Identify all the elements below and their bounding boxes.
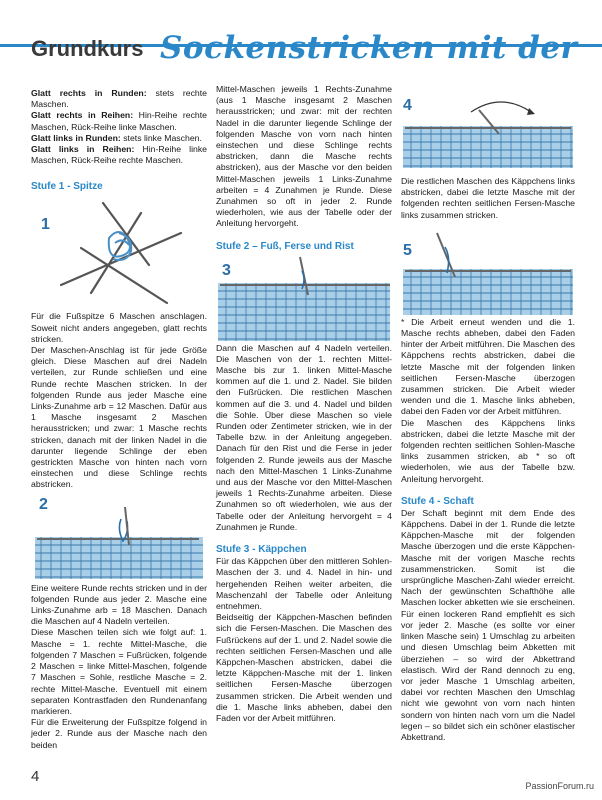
definition-term: Glatt links in Reihen: <box>31 144 135 155</box>
paragraph: Mittel-Maschen jeweils 1 Rechts-Zunahme (aus 1 Masche insgesamt 2 Maschen herausstricken; und zwar: mit der rechten Nadel in die darunter liegende Schlinge der folgenden Masche von vorn nach hinten einstechen und diese Schlinge rechts abstricken, dann die Masche rechts abstricken), aus der Masche vor den beiden Mittel-Maschen jeweils 1 Links-Zunahme arbeiten = 4 Zunahmen je Runde. Diese Zunahmen so oft in jeder 2. Runde wiederholen, wie aus der Tabelle oder der Anleitung hervorgeht. <box>216 84 392 229</box>
watermark: PassionForum.ru <box>525 781 594 791</box>
page-number: 4 <box>31 768 40 785</box>
stufe1-heading: Stufe 1 - Spitze <box>31 181 103 193</box>
column-3 <box>401 98 575 743</box>
page-title: Sockenstricken mit der <box>160 30 578 66</box>
definition <box>31 144 207 166</box>
knitting-stitches-illustration <box>216 255 392 343</box>
definition <box>31 88 207 110</box>
paragraph: Die Maschen des Käppchens links abstricken, dabei die letzte Masche mit der folgenden rechten seitlichen Sohlen-Masche links zusammen stricken, ab * so oft wiederholen, wie aus der Tabelle bzw. Anleitung hervorgeht. <box>401 417 575 484</box>
figure-1 <box>31 193 207 311</box>
column-1 <box>31 88 207 751</box>
knitting-stitches-illustration <box>401 227 575 317</box>
paragraph: * Die Arbeit erneut wenden und die 1. Masche rechts abheben, dabei den Faden hinter der Arbeit mitführen. Die Maschen des Käppchens rechts abstricken, dabei die letzte Masche mit der folgenden linken seitlichen Fersen-Masche überzogen zusammen stricken. Die Arbeit wieder wenden und die 1. Masche links abheben, dabei den Faden vor der Arbeit mitführen. <box>401 316 575 417</box>
definition-term: Glatt rechts in Runden: <box>31 88 147 98</box>
paragraph: Für die Fußspitze 6 Maschen anschlagen. Soweit nicht anders angegeben, glatt rechts stricken. <box>31 311 207 344</box>
figure-number: 3 <box>222 261 231 279</box>
figure-4 <box>401 98 575 170</box>
paragraph: Beidseitig der Käppchen-Maschen befinden sich die Fersen-Maschen. Die Maschen des Fußrückens auf der 1. und 2. Nadel sowie die rechten seitlichen Fersen-Maschen und alle Käppchen-Maschen abstricken, dabei die letzte Käppchen-Masche mit der 1. linken seitlichen Fersen-Masche überzogen zusammen stricken. Die Arbeit wenden und die 1. Masche links abheben, dabei den Faden vor der Arbeit mitführen. <box>216 612 392 723</box>
section-label: Grundkurs <box>31 36 144 61</box>
figure-number: 2 <box>39 495 48 513</box>
definition-text: Hin-Reihe linke Maschen, Rück-Reihe rechte Maschen. <box>31 144 208 166</box>
paragraph: Für das Käppchen über den mittleren Sohlen-Maschen der 3. und 4. Nadel in hin- und hergehenden Reihen weiter arbeiten, die Maschenzahl der Tabelle oder Anleitung entnehmen. <box>216 556 392 611</box>
intro-definitions <box>31 88 207 166</box>
paragraph: Diese Maschen teilen sich wie folgt auf: 1. Masche = 1. rechte Mittel-Masche, die folgenden 7 Maschen = Fußrücken, folgende 2 Maschen = linke Mittel-Maschen, folgende 7 Maschen = Sohle, restliche Masche = 2. rechte Mittel-Masche. Eventuell mit einem separaten Kontrastfaden den Rundenanfang markieren. <box>31 627 207 716</box>
knitting-stitches-illustration <box>31 497 207 583</box>
paragraph: Für die Erweiterung der Fußspitze folgend in jeder 2. Runde aus der Masche nach den beiden <box>31 717 207 750</box>
definition <box>31 133 207 144</box>
paragraph: Der Schaft beginnt mit dem Ende des Käppchens. Dabei in der 1. Runde die letzte Käppchen-Masche mit der folgenden Masche überzogen und die erste Käppchen-Masche mit der vorigen Masche rechts zusammenstricken. Somit ist die ursprüngliche Maschen-Zahl wieder erreicht. Nach der gewünschten Schafthöhe alle Maschen locker abketten wie sie erscheinen. Für einen lockeren Rand empfiehlt es sich vor jeder 2. Masche (es sollte vor einer linken Masche sein) 1 Umschlag zu arbeiten und diesen Umschlag beim Abketten mit überziehen – so wird der Abkettrand elastisch. Wird der Rand dennoch zu eng, vor jeder Masche 1 Umschlag arbeiten, dabei vor rechten Maschen den Umschlag nicht wie gewohnt von vorn nach hinten sondern von hinten nach vorn um die Nadel legen – so bildet sich ein schöner elastischer Abkettrand. <box>401 507 575 742</box>
figure-number: 1 <box>41 216 50 234</box>
needles-illustration <box>31 193 207 311</box>
stufe3-heading: Stufe 3 - Käppchen <box>216 544 307 556</box>
figure-3 <box>216 255 392 343</box>
stufe4-heading: Stufe 4 - Schaft <box>401 495 474 507</box>
stufe2-heading: Stufe 2 – Fuß, Ferse und Rist <box>216 240 354 252</box>
definition-term: Glatt links in Runden: <box>31 132 121 143</box>
paragraph: Dann die Maschen auf 4 Nadeln verteilen. Die Maschen von der 1. rechten Mittel-Masche bis zur 1. linken Mittel-Masche kommen auf die 1. und 2. Nadel. Sie bilden den Fußrücken. Die restlichen Maschen kommen auf die 3. und 4. Nadel und bilden die Sohle. Über diese Maschen so viele Runden oder Zentimeter stricken, wie in der Tabelle bzw. in der Anleitung angegeben. Danach für den Rist und die Ferse in jeder folgenden 2. Runde jeweils aus der Masche nach den Mittel-Maschen 1 Links-Zunahme und aus der Masche vor den Mittel-Maschen jeweils 1 Rechts-Zunahme arbeiten. Diese Zunahmen so oft wiederholen, wie aus der Tabelle oder der Anleitung hervorgeht = 4 Zunahmen je Runde. <box>216 342 392 532</box>
column-2 <box>216 84 392 724</box>
knitting-stitches-illustration <box>401 98 575 170</box>
definition <box>31 110 207 132</box>
figure-number: 4 <box>403 97 412 114</box>
definition-text: stets linke Maschen. <box>120 132 202 143</box>
definition-text: stets rechte Maschen. <box>31 88 207 110</box>
figure-5 <box>401 227 575 317</box>
paragraph: Der Maschen-Anschlag ist für jede Größe gleich. Diese Maschen auf drei Nadeln verteilen, zur Runde schließen und eine Runde rechte Maschen stricken. In der folgenden Runde aus jeder Masche eine Links-Zunahme arb = 12 Maschen. Dafür aus 1 Masche insgesamt 2 Maschen herausstricken; und zwar: 1 Masche rechts stricken, danach mit der linken Nadel in die darunter liegende Schlinge der eben gestrickten Masche von hinten nach vorn einstechen und diese Schlinge rechts abstricken. <box>31 345 207 490</box>
definition-term: Glatt rechts in Reihen: <box>31 110 134 121</box>
figure-2 <box>31 497 207 583</box>
figure-number: 5 <box>403 241 412 259</box>
paragraph: Eine weitere Runde rechts stricken und in der folgenden Runde aus jeder 2. Masche eine Links-Zunahme arb = 18 Maschen. Danach die Maschen auf 4 Nadeln verteilen. <box>31 582 207 627</box>
definition-text: Hin-Reihe rechte Maschen, Rück-Reihe linke Maschen. <box>31 110 207 132</box>
paragraph: Die restlichen Maschen des Käppchens links abstricken, dabei die letzte Masche mit der folgenden rechten seitlichen Fersen-Masche links zusammen stricken. <box>401 176 575 220</box>
